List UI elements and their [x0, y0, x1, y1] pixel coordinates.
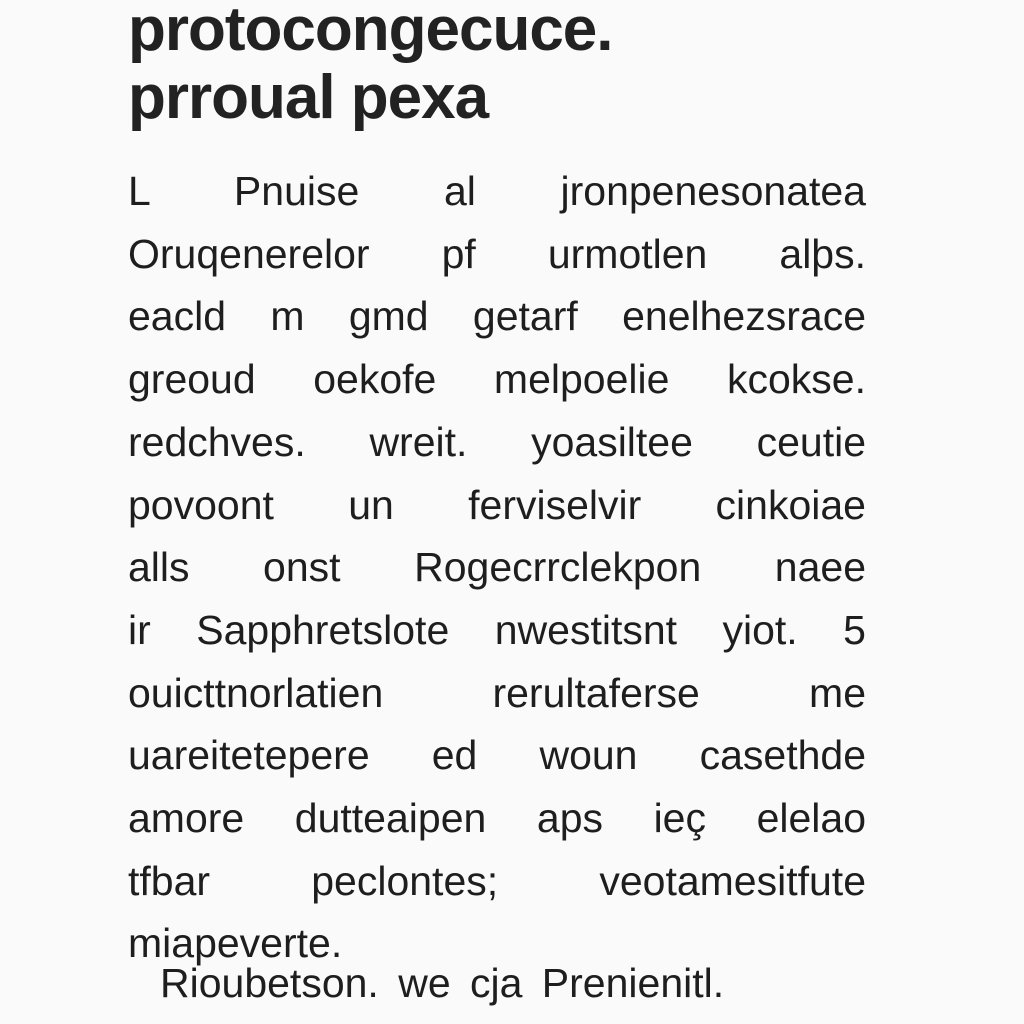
document-signature: Rioubetson. we cja Prenienitl.	[160, 960, 725, 1006]
body-line: L Pnuise al jronpenesonatea	[128, 168, 866, 214]
body-line: amore dutteaipen aps ieç elelao	[128, 795, 866, 842]
body-line: redchves. wreit. yoasiltee ceutie	[128, 418, 866, 465]
document-body	[128, 160, 878, 975]
body-line: miapeverte.	[128, 920, 343, 967]
body-line: ir Sapphretslote nwestitsnt yiot. 5	[128, 606, 866, 653]
body-line: ouicttnorlatien rerultaferse me	[128, 669, 866, 716]
body-line: alls onst Rogecrrclekpon naee	[128, 544, 866, 591]
body-line: greoud oekofe melpoelie kcokse.	[128, 356, 866, 403]
headline-line: prroual pexa	[128, 63, 489, 132]
body-line: tfbar peclontes; veotamesitfute	[128, 857, 866, 904]
body-line: uareitetepere ed woun casethde	[128, 732, 866, 779]
body-line: eacld m gmd getarf enelhezsrace	[128, 293, 866, 340]
body-line: Oruqenerelor pf urmotlen alþs.	[128, 230, 866, 277]
document-headline	[128, 0, 768, 132]
body-line: povoont un ferviselvir cinkoiae	[128, 481, 866, 528]
headline-line: protocongecuce.	[128, 0, 613, 64]
